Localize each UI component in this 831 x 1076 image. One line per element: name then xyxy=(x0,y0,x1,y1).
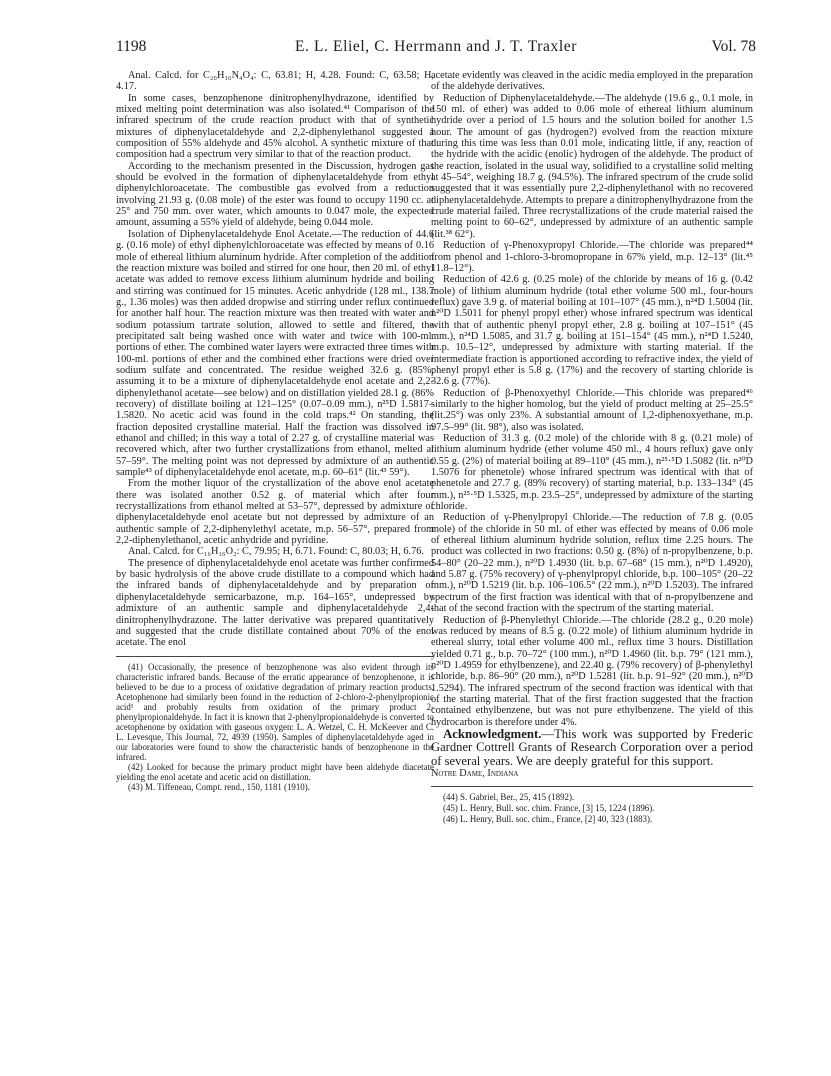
footnote-45: (45) L. Henry, Bull. soc. chim. France, [3] 15, 1224 (1896). xyxy=(443,802,655,813)
analysis-paragraph: Anal. Calcd. for C₁₆H₁₆O₂: C, 79.95; H, 6.71. Found: C, 80.03; H, 6.76. xyxy=(128,546,424,558)
section-reduction-phenylethyl-chloride: Reduction of β-Phenylethyl Chloride.—The chloride (28.2 g., 0.20 mole) was reduced by means of 8.5 g. (0.22 mole) of lithium aluminum hydride in ethereal slurry, total ether volume 400 ml., reflux time 3 hours. Distillation yielded 0.71 g., b.p. 70–72° (100 mm.), n²⁰D 1.4960 (lit. b.p. 79° (121 mm.), n²⁰D 1.4959 for ethylbenzene), and 22.40 g. (79% recovery) of β-phenylethyl chloride, b.p. 86–90° (20 mm.), n²⁰D 1.5281 (lit. b.p. 91–92° (20 mm.), n²⁰D 1.5294). The infrared spectrum of the second fraction was identical with that of the starting material. That of the first fraction suggested that the fraction contained ethylbenzene, but was not pure ethylbenzene. The yield of this hydrocarbon is therefore under 4%. xyxy=(431,614,753,728)
body-paragraph: Reduction of 31.3 g. (0.2 mole) of the chloride with 8 g. (0.21 mole) of lithium aluminum hydride (ether volume 450 ml., 4 hours reflux) gave only 0.55 g. (2%) of material boiling at 89–110° (45 mm.), n²⁵·⁵D 1.5082 (lit. n²⁰D 1.5076 for phenetole) whose infrared spectrum was identical with that of phenetole and 27.7 g. (89% recovery) of starting material, b.p. 133–134° (45 mm.), n²⁵·⁵D 1.5325, m.p. 23.5–25°, undepressed by admixture of the starting chloride. xyxy=(431,433,753,513)
analysis-paragraph: Anal. Calcd. for C₂₀H₁₆N₄O₄: C, 63.81; H, 4.28. Found: C, 63.58; H, 4.17. xyxy=(116,70,434,93)
footnote-43: (43) M. Tiffeneau, Compt. rend., 150, 1181 (1910). xyxy=(128,781,310,792)
footnote-44: (44) S. Gabriel, Ber., 25, 415 (1892). xyxy=(443,791,575,802)
body-paragraph: In some cases, benzophenone dinitrophenylhydrazone, identified by mixed melting point determination was also isolated.⁴¹ Comparison of the infrared spectrum of the crude reaction product with that of synthetic mixtures of diphenylacetaldehyde and 2,2-diphenylethanol suggested a composition of 55% aldehyde and 45% alcohol. A synthetic mixture of that composition had a spectrum very similar to that of the reaction product. xyxy=(116,92,434,161)
footnote-46: (46) L. Henry, Bull. soc. chim., France, [2] 40, 323 (1883). xyxy=(443,813,653,824)
section-isolation-enol-acetate: Isolation of Diphenylacetaldehyde Enol Acetate.—The reduction of 44.6 g. (0.16 mole) of ethyl diphenylchloroacetate was effected by means of 0.16 mole of ethereal lithium aluminum hydride. After completion of the addition the reaction mixture was boiled and stirred for one hour, then 20 ml. of ethyl acetate was added to remove excess lithium aluminum hydride and boiling and stirring was continued for 15 minutes. Acetic anhydride (128 ml., 138.7 g., 1.36 moles) was then added dropwise and stirring under reflux continued for another half hour. The reaction mixture was then treated with water and sodium potassium tartrate solution, allowed to settle and filtered, the precipitated salt being washed once with water and twice with 100-ml. portions of ether. The combined water layers were extracted three times with 100-ml. portions of ether and the combined ether fractions were dried over sodium sulfate and concentrated. The residue weighed 32.6 g. (85%, assuming it to be a mixture of diphenylacetaldehyde enol acetate and 2,2-diphenylethanol acetate—see below) and on distillation yielded 28.1 g. (86% recovery) of distillate boiling at 121–125° (0.07–0.09 mm.), n²⁵D 1.5817–1.5820. No acetic acid was found in the cold traps.⁴² On standing, the fraction deposited crystalline material. Half the fraction was dissolved in ethanol and chilled; in this way a total of 2.27 g. of crystalline material was recovered which, after two further crystallizations from ethanol, melted at 57–59°. The melting point was not depressed by admixture of an authentic sample⁴³ of diphenylacetaldehyde enol acetate, m.p. 60–61° (lit.⁴³ 59°). xyxy=(116,228,434,479)
acknowledgment-heading: Acknowledgment. xyxy=(443,726,542,741)
institution-address: Notre Dame, Indiana xyxy=(431,768,519,780)
volume-label: Vol. 78 xyxy=(711,38,756,55)
footnote-divider xyxy=(116,656,434,657)
right-column xyxy=(431,70,753,825)
acknowledgment-text: —This work was supported by Frederic Gardner Cottrell Grants of Research Corporation over a period of several years. We are deeply grateful for this support. xyxy=(431,726,753,768)
right-footnotes xyxy=(431,786,753,824)
page-header xyxy=(116,38,756,60)
footnote-42: (42) Looked for because the primary product might have been aldehyde diacetate yielding the enol acetate and acetic acid on distillation. xyxy=(116,761,434,782)
section-reduction-diphenylacetaldehyde: Reduction of Diphenylacetaldehyde.—The aldehyde (19.6 g., 0.1 mole, in 150 ml. of ether) was added to 0.06 mole of ethereal lithium aluminum hydride over a period of 1.5 hours and the solution boiled for another 1.5 hour. The amount of gas (hydrogen?) evolved from the reaction mixture during this time was less than 0.01 mole, indicating little, if any, reaction of the hydride with the acidic (enolic) hydrogen of the aldehyde. The product of the reaction, isolated in the usual way, solidified to a crystalline solid melting at 45–54°, weighing 18.7 g. (94.5%). The infrared spectrum of the crude solid suggested that it was essentially pure 2,2-diphenylethanol with no recovered diphenylacetaldehyde. Attempts to prepare a dinitrophenylhydrazone from the crude material failed. Three recrystallizations of the crude material raised the melting point to 60–62°, undepressed by admixture of an authentic sample (lit.³⁸ 62°). xyxy=(431,92,753,240)
left-column xyxy=(116,70,434,792)
body-paragraph: acetate evidently was cleaved in the acidic media employed in the preparation of the aldehyde derivatives. xyxy=(431,70,753,93)
running-title-authors: E. L. Eliel, C. Herrmann and J. T. Traxler xyxy=(294,38,578,55)
section-reduction-phenoxypropyl-chloride: Reduction of γ-Phenoxypropyl Chloride.—The chloride was prepared⁴⁴ from phenol and 1-chloro-3-bromopropane in 67% yield, m.p. 12–13° (lit.⁴⁵ 11.8–12°). xyxy=(431,240,753,274)
page-number: 1198 xyxy=(116,38,147,55)
section-reduction-phenoxyethyl-chloride: Reduction of β-Phenoxyethyl Chloride.—This chloride was prepared⁴⁶ similarly to the higher homolog, but the yield of product melting at 25–25.5° (lit.25°) was only 23%. A substantial amount of 1,2-diphenoxyethane, m.p. 97.5–99° (lit. 98°), also was isolated. xyxy=(431,387,753,433)
footnote-41: (41) Occasionally, the presence of benzophenone was also evident through its characteristic infrared bands. Because of the erratic appearance of benzophenone, it is believed to be due to a process of oxidative degradation of primary reaction products. Acetophenone had similarly been found in the reduction of 2-chloro-2-phenylpropionic acid¹ and probably results from oxidation of the primary product 2-phenylpropionaldehyde. In fact it is known that 2-phenylpropionaldehyde is converted to acetophenone by oxidation with gaseous oxygen: L. A. Wetzel, C. H. McKeever and C. L. Levesque, This Journal, 72, 4939 (1950). Samples of diphenylacetaldehyde aged in our laboratories were found to show the characteristic bands of benzophenone in the infrared. xyxy=(116,661,434,762)
section-reduction-phenylpropyl-chloride: Reduction of γ-Phenylpropyl Chloride.—The reduction of 7.8 g. (0.05 mole) of the chloride in 50 ml. of ether was effected by means of 0.06 mole of ethereal lithium aluminum hydride solution, reflux time 2.25 hours. The product was collected in two fractions: 0.50 g. (8%) of n-propylbenzene, b.p. 54–80° (20–22 mm.), n²⁰D 1.4930 (lit. b.p. 67–68° (15 mm.), n²⁰D 1.4920), and 5.87 g. (75% recovery) of γ-phenylpropyl chloride, b.p. 100–105° (20–22 mm.), n²⁰D 1.5219 (lit. b.p. 106–106.5° (22 mm.), n²⁰D 1.5203). The infrared spectrum of the first fraction was identical with that of n-propylbenzene and that of the second fraction with the spectrum of the starting material. xyxy=(431,512,753,615)
body-paragraph: From the mother liquor of the crystallization of the above enol acetate there was isolated another 0.52 g. of material which after four recrystallizations from ethanol melted at 53–57°, depressed by admixture of diphenylacetaldehyde enol acetate but not depressed by admixture of an authentic sample of 2,2-diphenylethyl acetate, m.p. 56–57°, prepared from 2,2-diphenylethanol, acetic anhydride and pyridine. xyxy=(116,478,434,547)
body-paragraph: According to the mechanism presented in the Discussion, hydrogen gas should be evolved in the formation of diphenylacetaldehyde from ethyl diphenylchloroacetate. The combustible gas evolved from a reduction involving 21.93 g. (0.08 mole) of the ester was found to occupy 1190 cc. at 25° and 750 mm. over water, which amounts to 0.047 mole, the expected amount, assuming a 55% yield of aldehyde, being 0.044 mole. xyxy=(116,160,434,229)
body-paragraph: Reduction of 42.6 g. (0.25 mole) of the chloride by means of 16 g. (0.42 mole) of lithium aluminum hydride (total ether volume 500 ml., four-hours reflux) gave 3.9 g. of material boiling at 101–107° (45 mm.), n²⁴D 1.5004 (lit. n²⁰D 1.5011 for phenyl propyl ether) whose infrared spectrum was identical with that of authentic phenyl propyl ether, 2.8 g. boiling at 107–151° (45 mm.), n²⁴D 1.5085, and 31.7 g. boiling at 151–154° (45 mm.), n²⁴D 1.5240, m.p. 10.5–12°, undepressed by admixture with starting material. If the intermediate fraction is apportioned according to refractive index, the yield of phenyl propyl ether is 5.8 g. (17%) and the recovery of starting chloride is 32.6 g. (77%). xyxy=(431,274,753,388)
acknowledgment xyxy=(431,728,753,768)
body-paragraph: The presence of diphenylacetaldehyde enol acetate was further confirmed by basic hydrolysis of the above crude distillate to a compound which had the infrared bands of diphenylacetaldehyde and by preparation of diphenylacetaldehyde semicarbazone, m.p. 164–165°, undepressed by admixture of an authentic sample and diphenylacetaldehyde 2,4-dinitrophenylhydrazone. The latter derivative was prepared quantitatively and suggested that the crude distillate contained about 70% of the enol acetate. The enol xyxy=(116,557,434,649)
